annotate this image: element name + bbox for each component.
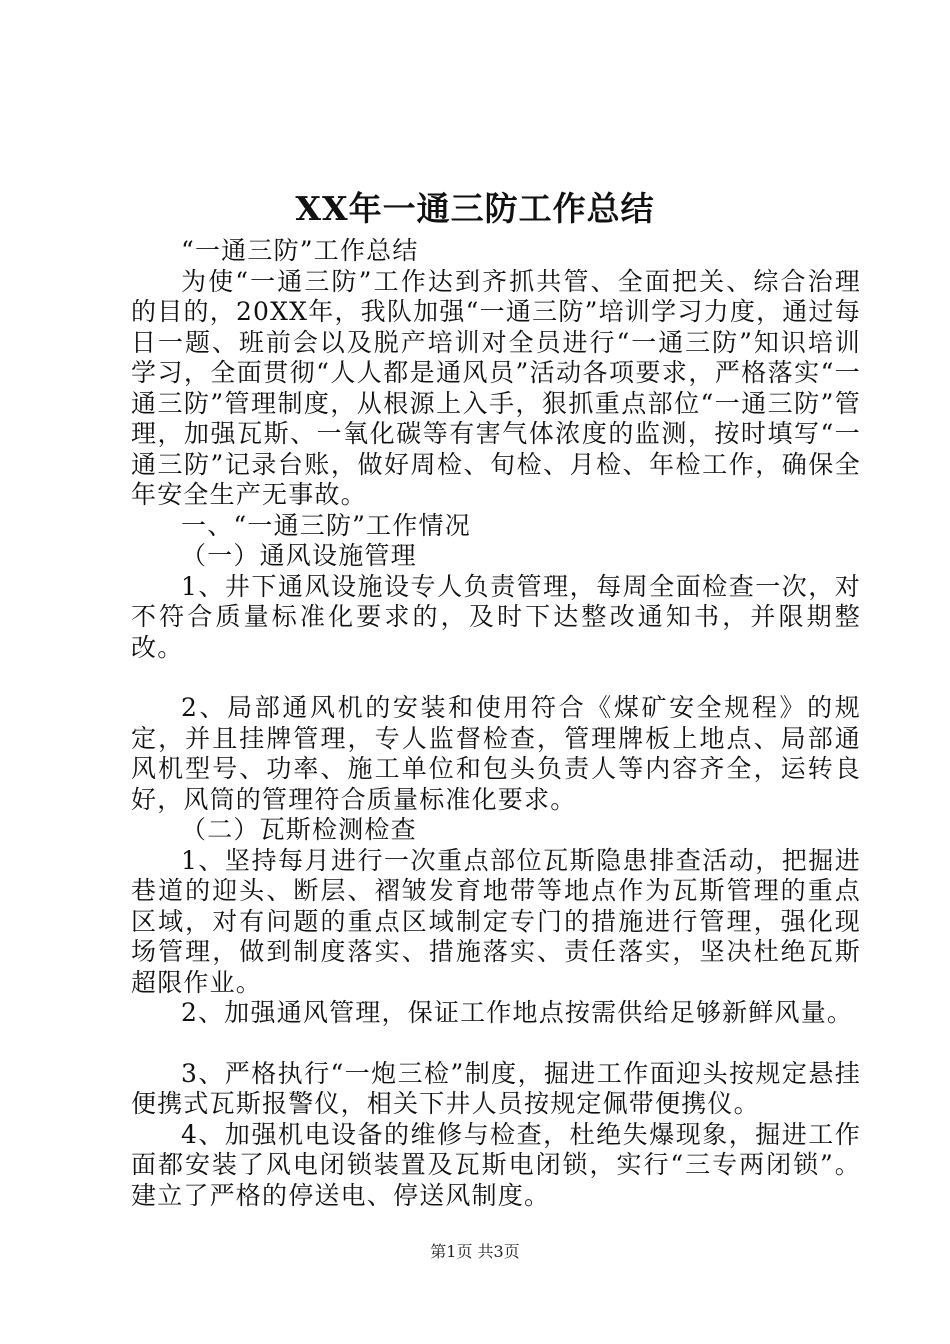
paragraph-intro: 为使“一通三防”工作达到齐抓共管、全面把关、综合治理的目的，20XX年，我队加强“一通三防”培训学习力度，通过每日一题、班前会以及脱产培训对全员进行“一通三防”知识培训学习，全面贯彻“人人都是通风员”活动各项要求，严格落实“一通三防”管理制度，从根源上入手，狠抓重点部位“一通三防”管理，加强瓦斯、一氧化碳等有害气体浓度的监测，按时填写“一通三防”记录台账，做好周检、旬检、月检、年检工作，确保全年安全生产无事故。: [131, 266, 861, 509]
subsection-heading-gas: （二）瓦斯检测检查: [181, 815, 417, 844]
section-heading-1: 一、“一通三防”工作情况: [181, 510, 471, 540]
paragraph-gas-3: 3、严格执行“一炮三检”制度，掘进工作面迎头按规定悬挂便携式瓦斯报警仪，相关下井人员按规定佩带便携仪。: [131, 1058, 861, 1118]
paragraph-ventilation-2: 2、局部通风机的安装和使用符合《煤矿安全规程》的规定，并且挂牌管理，专人监督检查，管理牌板上地点、局部通风机型号、功率、施工单位和包头负责人等内容齐全，运转良好，风筒的管理符合质量标准化要求。: [131, 693, 861, 814]
paragraph-ventilation-1: 1、井下通风设施设专人负责管理，每周全面检查一次，对不符合质量标准化要求的，及时下达整改通知书，并限期整改。: [131, 571, 861, 662]
document-title: XX年一通三防工作总结: [295, 189, 655, 228]
subsection-heading-ventilation: （一）通风设施管理: [181, 541, 417, 570]
paragraph-gas-4: 4、加强机电设备的维修与检查，杜绝失爆现象，掘进工作面都安装了风电闭锁装置及瓦斯电闭锁，实行“三专两闭锁”。建立了严格的停送电、停送风制度。: [131, 1119, 861, 1210]
paragraph-subtitle: “一通三防”工作总结: [181, 236, 419, 265]
paragraph-gas-2: 2、加强通风管理，保证工作地点按需供给足够新鲜风量。: [181, 998, 854, 1027]
paragraph-gas-1: 1、坚持每月进行一次重点部位瓦斯隐患排查活动，把掘进巷道的迎头、断层、褶皱发育地带等地点作为瓦斯管理的重点区域，对有问题的重点区域制定专门的措施进行管理，强化现场管理，做到制度落实、措施落实、责任落实，坚决杜绝瓦斯超限作业。: [131, 845, 861, 997]
document-body: [131, 236, 861, 1211]
page-number-footer: 第1页 共3页: [430, 1242, 520, 1261]
